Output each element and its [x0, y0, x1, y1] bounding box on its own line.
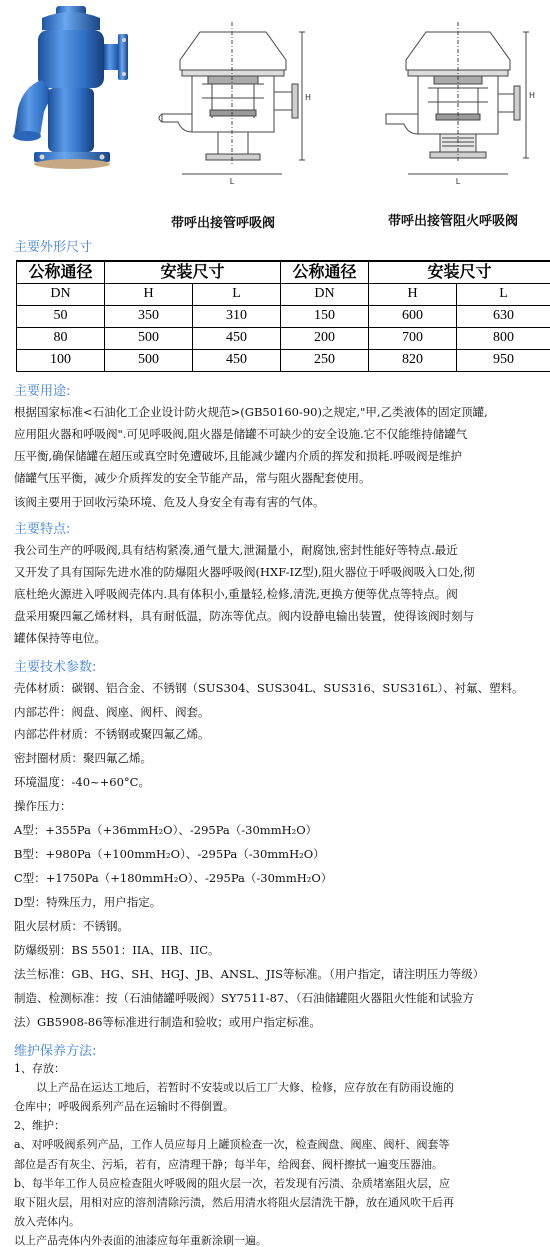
use-line: 压平衡,确保储罐在超压或真空时免遭破坏,且能减少罐内介质的挥发和损耗.呼吸阀是维护 [14, 449, 462, 463]
maintenance-line: 部位是否有灰尘、污垢，若有，应清理干静；每半年，给阀套、阀杆擦拭一遍变压器油。 [14, 1158, 443, 1171]
table-row [17, 305, 550, 327]
header-nominal-right: 公称通径 [281, 261, 369, 283]
caption-breather-valve: 带呼出接管呼吸阀 [171, 216, 276, 231]
cell-dn: 200 [281, 327, 369, 349]
valve-drawing-left [152, 14, 314, 194]
subheader-dn-right: DN [281, 283, 369, 305]
params-line: 法）GB5908-86等标准进行制造和验收；或用户指定标准。 [14, 1015, 321, 1029]
use-line: 根据国家标准<石油化工企业设计防火规范>(GB50160-90)之规定,"甲,乙类液体的固定顶罐, [14, 405, 488, 419]
use-line: 应用阻火器和呼吸阀".可见呼吸阀,阻火器是储罐不可缺少的安全设施.它不仅能维持储罐气 [14, 427, 468, 441]
cell-dn: 150 [281, 305, 369, 327]
header-install-left: 安装尺寸 [105, 261, 281, 283]
maintenance-line: b、每半年工作人员应检查阻火呼吸阀的阻火层一次，若发现有污渍、杂质堵塞阻火层，应 [14, 1177, 451, 1190]
use-line: 该阀主要用于回收污染环境、危及人身安全有毒有害的气体。 [14, 495, 325, 509]
cell-l: 310 [193, 305, 281, 327]
params-line: A型：+355Pa（+36mmH₂O）、-295Pa（-30mmH₂O） [14, 823, 318, 837]
maintenance-line: 取下阻火层，用相对应的溶剂清除污渍，然后用清水将阻火层清洗干静，放在通风吹干后再 [14, 1196, 454, 1209]
features-line: 罐体保持等电位。 [14, 631, 106, 645]
subheader-l-right: L [457, 283, 550, 305]
section-heading-params: 主要技术参数: [14, 660, 97, 675]
params-line: 密封圈材质：聚四氟乙烯。 [14, 751, 152, 765]
params-line: D型：特殊压力，用户指定。 [14, 895, 162, 909]
cell-l: 450 [193, 349, 281, 371]
subheader-dn-left: DN [17, 283, 105, 305]
params-line: 制造、检测标准：按（石油储罐呼吸阀）SY7511-87、（石油储罐阻火器阻火性能和试验方 [14, 991, 475, 1005]
params-line: 环境温度：-40~+60°C。 [14, 775, 150, 789]
cell-l: 630 [457, 305, 550, 327]
dimension-table [16, 260, 550, 372]
maintenance-line: 2、维护： [14, 1119, 65, 1132]
caption-flame-arrester-breather-valve: 带呼出接管阻火呼吸阀 [388, 214, 519, 229]
table-row [17, 349, 550, 371]
section-heading-features: 主要特点: [14, 522, 71, 537]
params-line: 防爆级别：BS 5501：IIA、IIB、IIC。 [14, 943, 220, 957]
product-figures [0, 0, 550, 236]
dim-h-label-right: H [529, 91, 536, 100]
params-line: 法兰标准：GB、HG、SH、HGJ、JB、ANSL、JIS等标准。（用户指定，请注明压力等级） [14, 967, 485, 981]
maintenance-line: a、对呼吸阀系列产品，工作人员应每月上罐顶检查一次，检查阀盘、阀座、阀杆、阀套等 [14, 1138, 450, 1151]
cell-dn: 50 [17, 305, 105, 327]
cell-h: 700 [369, 327, 457, 349]
section-heading-use: 主要用途: [14, 384, 71, 399]
header-nominal-left: 公称通径 [17, 261, 105, 283]
table-row [17, 327, 550, 349]
features-line: 我公司生产的呼吸阀,具有结构紧凑,通气量大,泄漏量小，耐腐蚀,密封性能好等特点.最近 [14, 543, 458, 557]
params-line: B型：+980Pa（+100mmH₂O）、-295Pa（-30mmH₂O） [14, 847, 325, 861]
params-line: C型：+1750Pa（+180mmH₂O）、-295Pa（-30mmH₂O） [14, 871, 333, 885]
features-line: 又开发了具有国际先进水准的防爆阻火器呼吸阀(HXF-IZ型),阻火器位于呼吸阀吸入口处,彻 [14, 565, 475, 579]
params-line: 内部芯件材质：不锈钢或聚四氟乙烯。 [14, 727, 210, 741]
table-subheader-row [17, 283, 550, 305]
maintenance-line: 放入壳体内。 [14, 1215, 80, 1228]
valve-photo [4, 4, 149, 179]
params-line: 阻火层材质：不锈钢。 [14, 919, 129, 933]
subheader-h-right: H [369, 283, 457, 305]
section-heading-dimensions: 主要外形尺寸 [14, 240, 93, 255]
header-install-right: 安装尺寸 [369, 261, 550, 283]
cell-h: 350 [105, 305, 193, 327]
section-heading-maintenance: 维护保养方法: [14, 1044, 97, 1059]
valve-drawing-right [380, 14, 538, 194]
features-line: 底杜绝火源进入呼吸阀壳体内.具有体积小,重量轻,检修,清洗,更换方便等优点等特点。阀 [14, 587, 458, 601]
maintenance-line: 1、存放： [14, 1062, 65, 1075]
maintenance-line: 仓库中；呼吸阀系列产品在运输时不得倒置。 [14, 1100, 234, 1113]
maintenance-line: 以上产品在运达工地后，若暂时不安装或以后工厂大修、检修，应存放在有防雨设施的 [36, 1081, 454, 1094]
table-header-row [17, 261, 550, 283]
cell-l: 800 [457, 327, 550, 349]
params-line: 操作压力： [14, 799, 72, 813]
params-line: 壳体材质：碳钢、铝合金、不锈钢（SUS304、SUS304L、SUS316、SUS316L）、衬氟、塑料。 [14, 681, 524, 695]
dim-l-label-right: L [455, 177, 461, 186]
cell-l: 450 [193, 327, 281, 349]
subheader-l-left: L [193, 283, 281, 305]
params-line: 内部芯件：阀盘、阀座、阀杆、阀套。 [14, 705, 210, 719]
cell-h: 500 [105, 349, 193, 371]
dim-l-label-left: L [229, 177, 235, 186]
cell-h: 820 [369, 349, 457, 371]
cell-h: 500 [105, 327, 193, 349]
features-line: 盘采用聚四氟乙烯材料，具有耐低温，防冻等优点。阀内设静电输出装置，使得该阀时刻与 [14, 609, 474, 623]
cell-dn: 100 [17, 349, 105, 371]
cell-l: 950 [457, 349, 550, 371]
cell-dn: 250 [281, 349, 369, 371]
subheader-h-left: H [105, 283, 193, 305]
cell-h: 600 [369, 305, 457, 327]
cell-dn: 80 [17, 327, 105, 349]
dim-h-label-left: H [305, 93, 312, 102]
maintenance-line: 以上产品壳体内外表面的油漆应每年重新涂刷一遍。 [14, 1234, 267, 1247]
use-line: 储罐气压平衡，减少介质挥发的安全节能产品，常与阻火器配套使用。 [14, 471, 371, 485]
